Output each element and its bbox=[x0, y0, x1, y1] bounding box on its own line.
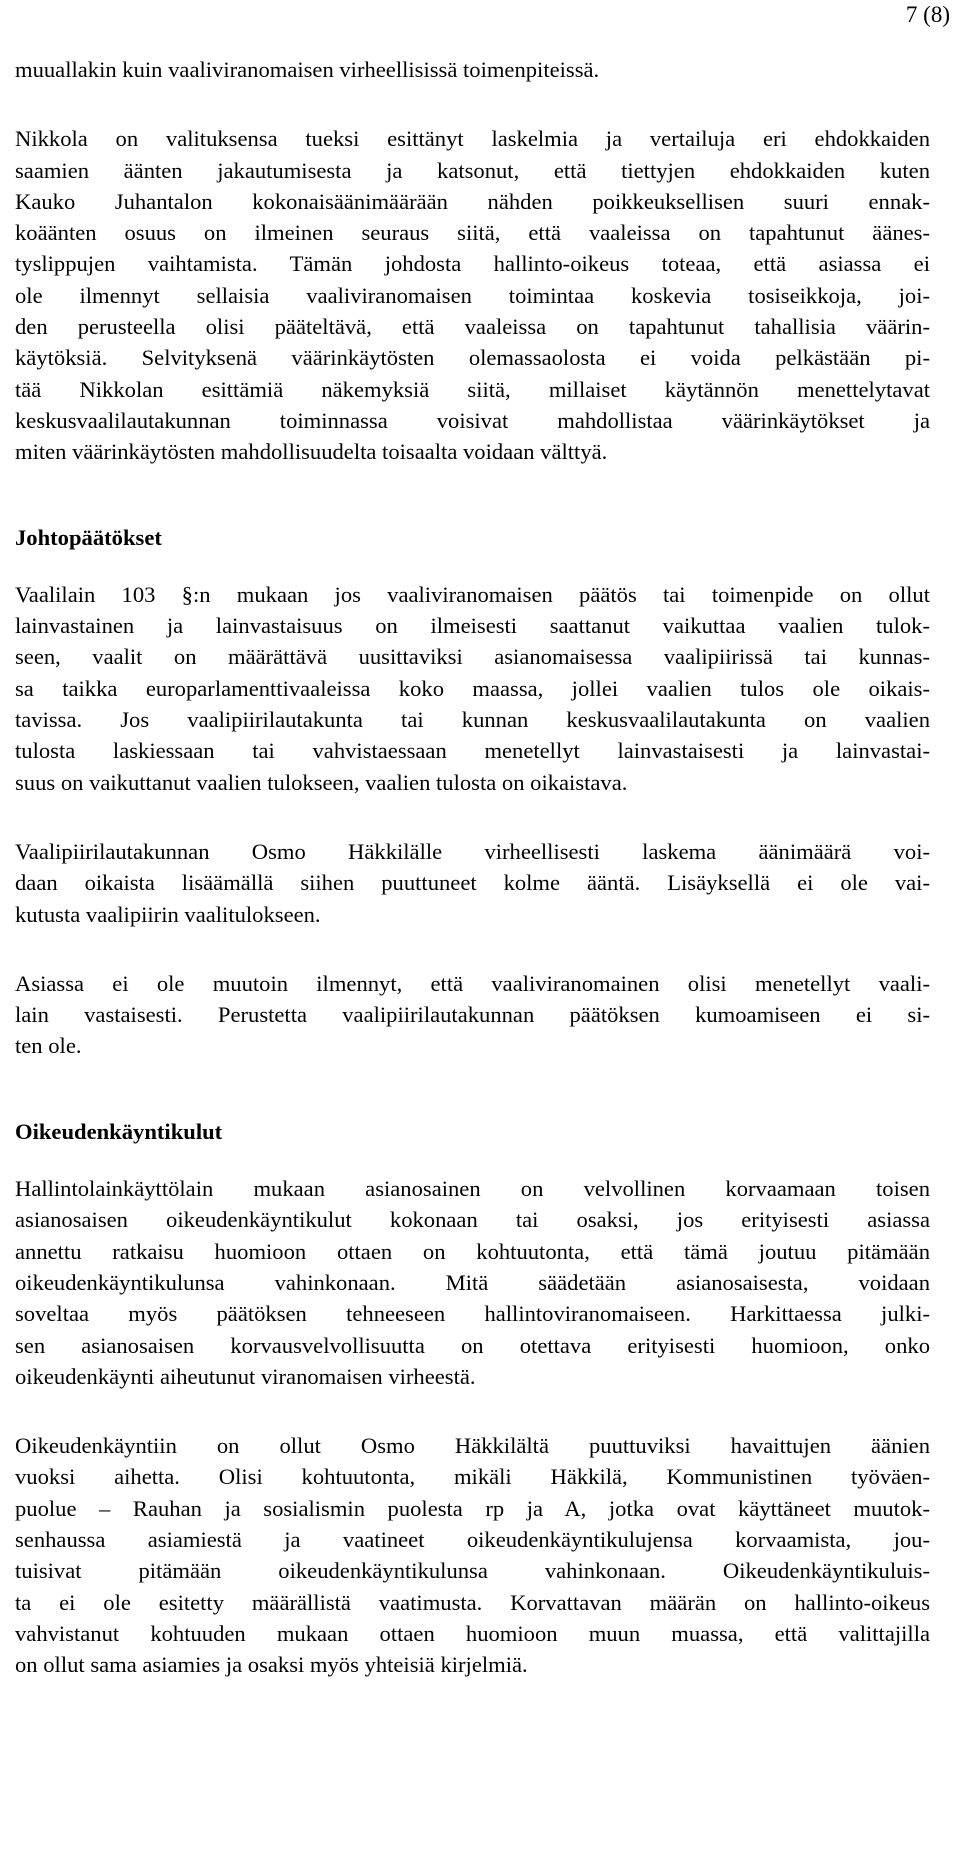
text-line: daan oikaista lisäämällä siihen puuttuneet kolme ääntä. Lisäyksellä ei ole vai- bbox=[15, 870, 930, 896]
text-line: tavissa. Jos vaalipiirilautakunta tai kunnan keskusvaalilautakunta on vaalien bbox=[15, 707, 930, 733]
section-heading-johtopaatokset: Johtopäätökset bbox=[15, 524, 162, 550]
text-line: tuisivat pitämään oikeudenkäyntikulunsa vahinkonaan. Oikeudenkäyntikuluis- bbox=[15, 1558, 930, 1584]
text-line: Vaalilain 103 §:n mukaan jos vaaliviranomaisen päätös tai toimenpide on ollut bbox=[15, 581, 930, 607]
text-line: koäänten osuus on ilmeinen seuraus siitä, että vaaleissa on tapahtunut äänes- bbox=[15, 220, 930, 246]
paragraph bbox=[15, 1430, 930, 1680]
text-line: on ollut sama asiamies ja osaksi myös yhteisiä kirjelmiä. bbox=[15, 1652, 528, 1678]
text-line: keskusvaalilautakunnan toiminnassa voisivat mahdollistaa väärinkäytökset ja bbox=[15, 407, 930, 433]
text-line: senhaussa asiamiestä ja vaatineet oikeudenkäyntikulujensa korvaamista, jou- bbox=[15, 1526, 930, 1552]
text-line: Vaalipiirilautakunnan Osmo Häkkilälle virheellisesti laskema äänimäärä voi- bbox=[15, 838, 930, 864]
text-line: käytöksiä. Selvityksenä väärinkäytösten olemassaolosta ei voida pelkästään pi- bbox=[15, 345, 930, 371]
text-line: seen, vaalit on määrättävä uusittaviksi asianomaisessa vaalipiirissä tai kunnas- bbox=[15, 644, 930, 670]
text-line: lainvastainen ja lainvastaisuus on ilmeisesti saattanut vaikuttaa vaalien tulok- bbox=[15, 613, 930, 639]
text-line: suus on vaikuttanut vaalien tulokseen, vaalien tulosta on oikaistava. bbox=[15, 769, 628, 795]
text-line: asianosaisen oikeudenkäyntikulut kokonaan tai osaksi, jos erityisesti asiassa bbox=[15, 1207, 930, 1233]
text-line: tää Nikkolan esittämiä näkemyksiä siitä, millaiset käytännön menettelytavat bbox=[15, 376, 930, 402]
text-line: Kauko Juhantalon kokonaisäänimäärään nähden poikkeuksellisen suuri ennak- bbox=[15, 188, 930, 214]
text-line: soveltaa myös päätöksen tehneeseen hallintoviranomaiseen. Harkittaessa julki- bbox=[15, 1301, 930, 1327]
text-line: Oikeudenkäyntiin on ollut Osmo Häkkilältä puuttuviksi havaittujen äänien bbox=[15, 1433, 930, 1459]
text-line: oikeudenkäynti aiheutunut viranomaisen virheestä. bbox=[15, 1363, 476, 1389]
paragraph bbox=[15, 123, 930, 467]
text-line: Nikkola on valituksensa tueksi esittänyt laskelmia ja vertailuja eri ehdokkaiden bbox=[15, 126, 930, 152]
text-line: Asiassa ei ole muutoin ilmennyt, että vaaliviranomainen olisi menetellyt vaali- bbox=[15, 970, 930, 996]
text-line: muuallakin kuin vaaliviranomaisen virheellisissä toimenpiteissä. bbox=[15, 57, 600, 82]
text-line: tyslippujen vaihtamista. Tämän johdosta hallinto-oikeus toteaa, että asiassa ei bbox=[15, 251, 930, 277]
text-line: miten väärinkäytösten mahdollisuudelta toisaalta voidaan välttyä. bbox=[15, 439, 608, 465]
text-line: tulosta laskiessaan tai vahvistaessaan menetellyt lainvastaisesti ja lainvastai- bbox=[15, 738, 930, 764]
paragraph bbox=[15, 1173, 930, 1392]
paragraph bbox=[15, 54, 930, 85]
text-line: ten ole. bbox=[15, 1033, 82, 1059]
text-line: oikeudenkäyntikulunsa vahinkonaan. Mitä säädetään asianosaisesta, voidaan bbox=[15, 1269, 930, 1295]
paragraph bbox=[15, 579, 930, 798]
text-line: Hallintolainkäyttölain mukaan asianosainen on velvollinen korvaamaan toisen bbox=[15, 1176, 930, 1202]
text-line: vuoksi aihetta. Olisi kohtuutonta, mikäli Häkkilä, Kommunistinen työväen- bbox=[15, 1464, 930, 1490]
text-line: ole ilmennyt sellaisia vaaliviranomaisen toimintaa koskevia tosiseikkoja, joi- bbox=[15, 282, 930, 308]
text-line: ta ei ole esitetty määrällistä vaatimusta. Korvattavan määrän on hallinto-oikeus bbox=[15, 1589, 930, 1615]
text-line: lain vastaisesti. Perustetta vaalipiirilautakunnan päätöksen kumoamiseen ei si- bbox=[15, 1002, 930, 1028]
text-line: annettu ratkaisu huomioon ottaen on kohtuutonta, että tämä joutuu pitämään bbox=[15, 1238, 930, 1264]
text-line: kutusta vaalipiirin vaalitulokseen. bbox=[15, 901, 321, 927]
text-line: sa taikka europarlamenttivaaleissa koko maassa, jollei vaalien tulos ole oikais- bbox=[15, 675, 930, 701]
text-line: sen asianosaisen korvausvelvollisuutta on otettava erityisesti huomioon, onko bbox=[15, 1332, 930, 1358]
text-line: den perusteella olisi pääteltävä, että vaaleissa on tapahtunut tahallisia väärin- bbox=[15, 314, 930, 340]
text-line: saamien äänten jakautumisesta ja katsonut, että tiettyjen ehdokkaiden kuten bbox=[15, 157, 930, 183]
page-number: 7 (8) bbox=[905, 2, 950, 27]
text-line: puolue – Rauhan ja sosialismin puolesta rp ja A, jotka ovat käyttäneet muutok- bbox=[15, 1495, 930, 1521]
paragraph bbox=[15, 836, 930, 930]
section-heading-oikeudenkayntikulut: Oikeudenkäyntikulut bbox=[15, 1118, 223, 1144]
paragraph bbox=[15, 968, 930, 1062]
text-line: vahvistanut kohtuuden mukaan ottaen huomioon muun muassa, että valittajilla bbox=[15, 1620, 930, 1646]
document-body bbox=[15, 54, 930, 1680]
